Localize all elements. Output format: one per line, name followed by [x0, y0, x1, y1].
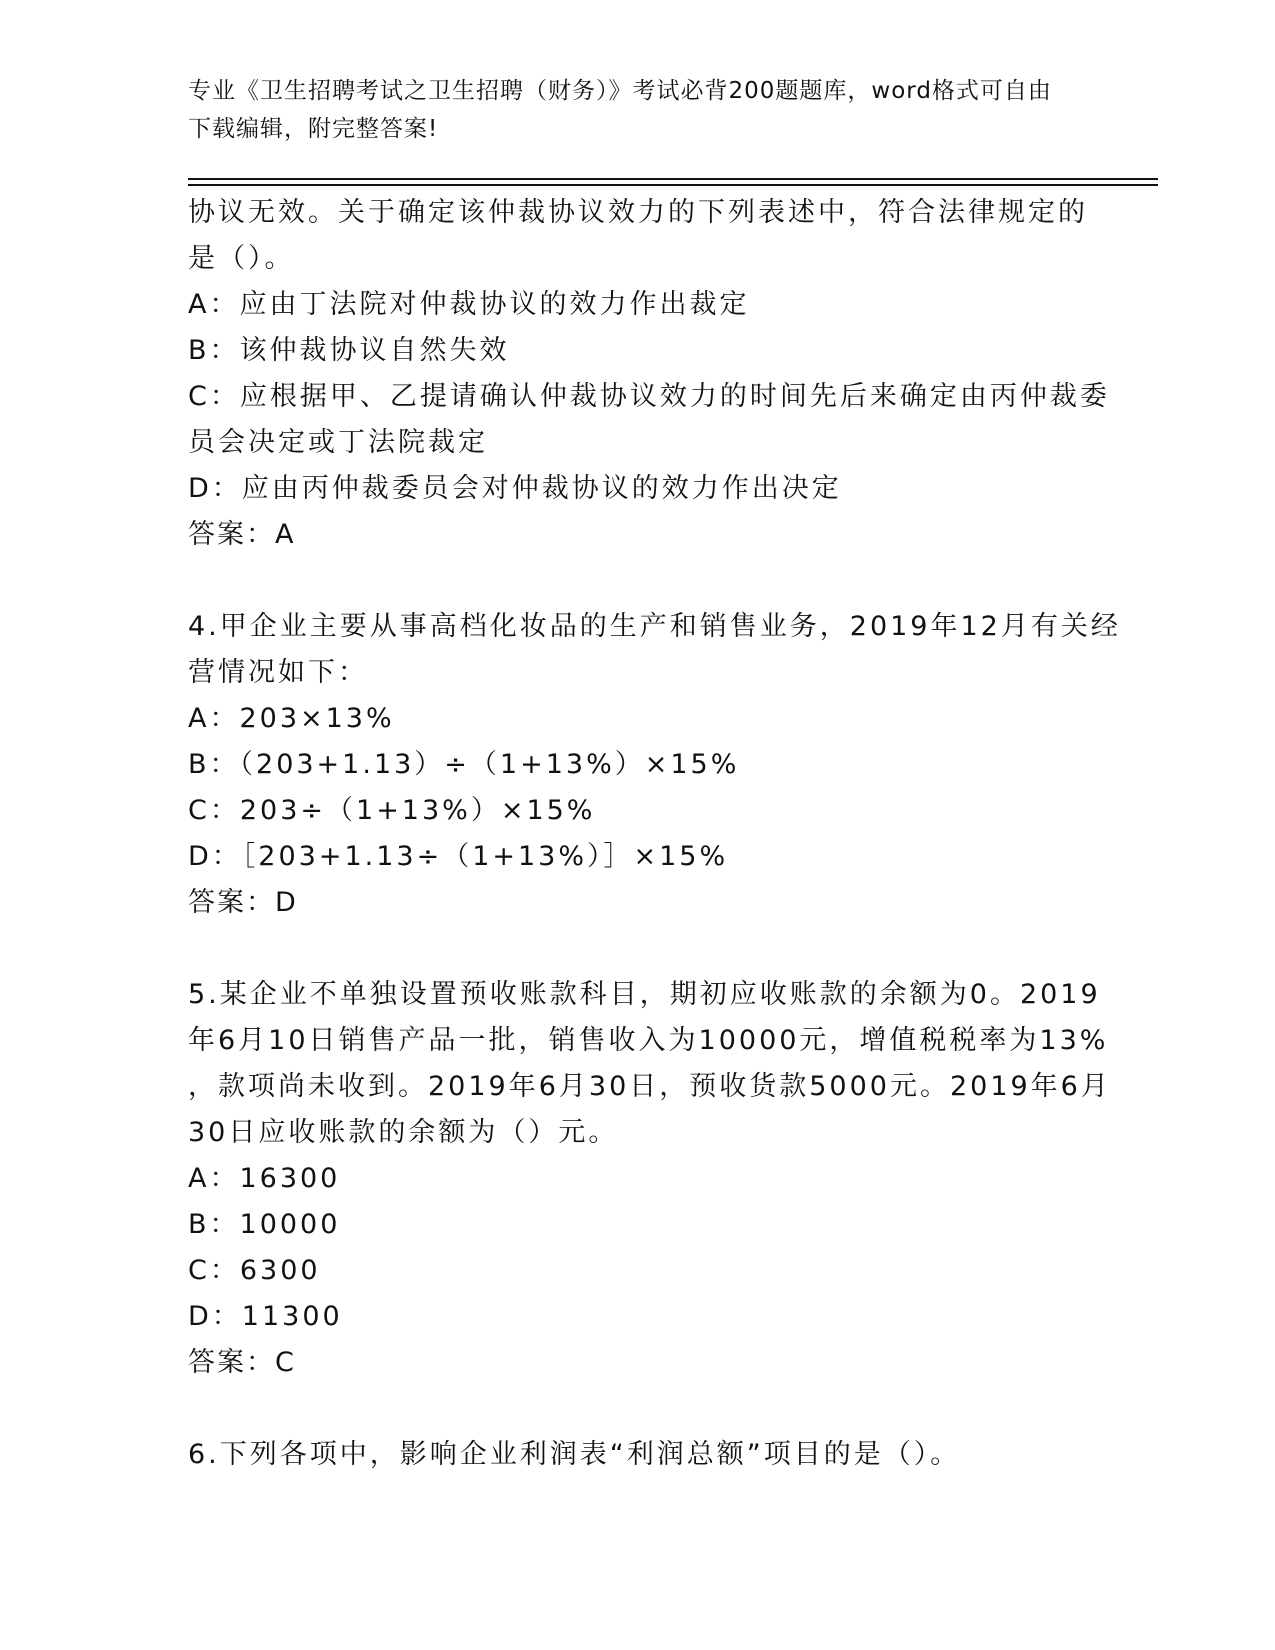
- option-a: A：应由丁法院对仲裁协议的效力作出裁定: [188, 289, 750, 320]
- question-stem: 6.下列各项中，影响企业利润表“利润总额”项目的是（）。: [188, 1439, 961, 1470]
- question-stem: 协议无效。关于确定该仲裁协议效力的下列表述中，符合法律规定的: [188, 197, 1088, 228]
- option-c: C：6300: [188, 1255, 321, 1286]
- question-stem: 5.某企业不单独设置预收账款科目，期初应收账款的余额为0。2019: [188, 979, 1101, 1010]
- option-c: C：应根据甲、乙提请确认仲裁协议效力的时间先后来确定由丙仲裁委: [188, 381, 1110, 412]
- question-stem: 营情况如下：: [188, 657, 368, 688]
- option-d: D：［203+1.13÷（1+13%）］×15%: [188, 841, 729, 872]
- document-content: [188, 190, 1121, 1478]
- option-a: A：16300: [188, 1163, 341, 1194]
- question-6: [188, 1432, 1088, 1478]
- option-b: B：（203+1.13）÷（1+13%）×15%: [188, 749, 740, 780]
- header-divider-top: [188, 178, 1158, 180]
- question-3: [188, 190, 1110, 558]
- answer: 答案：D: [188, 887, 298, 918]
- header-divider-bottom: [188, 184, 1158, 186]
- question-stem: 4.甲企业主要从事高档化妆品的生产和销售业务，2019年12月有关经: [188, 611, 1121, 642]
- option-d: D：11300: [188, 1301, 343, 1332]
- question-stem: 年6月10日销售产品一批，销售收入为10000元，增值税税率为13%: [188, 1025, 1109, 1056]
- question-5: [188, 972, 1111, 1386]
- option-b: B：10000: [188, 1209, 341, 1240]
- question-stem: 30日应收账款的余额为（）元。: [188, 1117, 619, 1148]
- answer: 答案：C: [188, 1347, 296, 1378]
- question-4: [188, 604, 1121, 926]
- answer: 答案：A: [188, 519, 296, 550]
- option-c: C：203÷（1+13%）×15%: [188, 795, 596, 826]
- option-a: A：203×13%: [188, 703, 395, 734]
- option-c-continued: 员会决定或丁法院裁定: [188, 427, 488, 458]
- question-stem: ，款项尚未收到。2019年6月30日，预收货款5000元。2019年6月: [188, 1071, 1111, 1102]
- question-stem: 是（）。: [188, 243, 295, 274]
- document-header: 专业《卫生招聘考试之卫生招聘（财务）》考试必背200题题库，word格式可自由下载编辑，附完整答案!: [188, 78, 1052, 142]
- option-d: D：应由丙仲裁委员会对仲裁协议的效力作出决定: [188, 473, 842, 504]
- option-b: B：该仲裁协议自然失效: [188, 335, 510, 366]
